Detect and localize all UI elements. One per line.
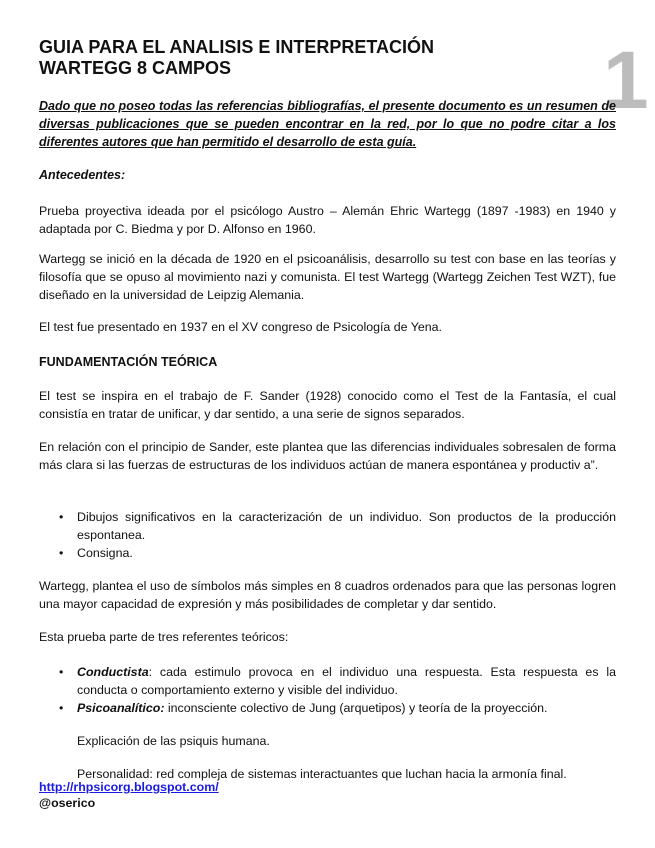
fundamentacion-paragraph-4: Esta prueba parte de tres referentes teóricos: [39, 630, 289, 644]
term-separator: : [160, 701, 165, 715]
fundamentacion-paragraph-3: Wartegg, plantea el uso de símbolos más simples en 8 cuadros ordenados para que las personas logren una mayor capacidad de expresión y más posibilidades de completar y dar sentido. [39, 579, 616, 611]
blog-link[interactable]: http://rhpsicorg.blogspot.com/ [39, 780, 219, 794]
bullet-icon: • [59, 510, 64, 524]
bullet-icon: • [59, 665, 64, 679]
list-item [39, 508, 616, 544]
indented-paragraph-1: Explicación de las psiquis humana. [77, 734, 270, 748]
indented-paragraph-2: Personalidad: red compleja de sistemas interactuantes que luchan hacia la armonía final. [77, 767, 567, 781]
term-separator: : [148, 665, 153, 679]
antecedentes-paragraph-2: Wartegg se inició en la década de 1920 en el psicoanálisis, desarrollo su test con base en las teorías y filosofía que se opuso al movimiento nazi y comunista. El test Wartegg (Wartegg Zeichen Test WZT), fue diseñado en la universidad de Leipzig Alemania. [39, 252, 616, 302]
bullet-icon: • [59, 546, 64, 560]
page-number: 1 [603, 35, 649, 126]
list-item-text: cada estimulo provoca en el individuo una respuesta. Esta respuesta es la conducta o comportamiento externo y visible del individuo. [77, 665, 616, 697]
fundamentacion-heading: FUNDAMENTACIÓN TEÓRICA [39, 355, 218, 369]
list-item-text: Consigna. [77, 546, 133, 560]
term-label: Psicoanalítico [77, 701, 161, 715]
term-label: Conductista [77, 665, 149, 679]
title-line-1: GUIA PARA EL ANALISIS E INTERPRETACIÓN [39, 37, 435, 57]
disclaimer: Dado que no poseo todas las referencias bibliografías, el presente documento es un resumen de diversas publicaciones que se pueden encontrar en la red, por lo que no podre citar a los diferentes autores que han permitido el desarrollo de esta guía. [39, 99, 616, 149]
fundamentacion-paragraph-2: En relación con el principio de Sander, este plantea que las diferencias individuales sobresalen de forma más clara si las fuerzas de estructuras de los individuos actúan de manera espontánea y productiv a”. [39, 440, 616, 472]
list-item [39, 544, 616, 562]
antecedentes-paragraph-3: El test fue presentado en 1937 en el XV congreso de Psicología de Yena. [39, 320, 442, 334]
list-item-text: Dibujos significativos en la caracterización de un individuo. Son productos de la producción espontanea. [77, 510, 616, 542]
author-handle: @oserico [39, 796, 96, 810]
bullet-list-2 [39, 663, 616, 717]
list-item [39, 699, 616, 717]
document-title [39, 37, 599, 79]
antecedentes-paragraph-1: Prueba proyectiva ideada por el psicólogo Austro – Alemán Ehric Wartegg (1897 -1983) en 1940 y adaptada por C. Biedma y por D. Alfonso en 1960. [39, 204, 616, 236]
bullet-list-1 [39, 508, 616, 562]
list-item [39, 663, 616, 699]
title-line-2: WARTEGG 8 CAMPOS [39, 58, 232, 78]
list-item-text: inconsciente colectivo de Jung (arquetipos) y teoría de la proyección. [164, 701, 548, 715]
antecedentes-heading: Antecedentes: [39, 168, 126, 182]
bullet-icon: • [59, 701, 64, 715]
fundamentacion-paragraph-1: El test se inspira en el trabajo de F. Sander (1928) conocido como el Test de la Fantasía, el cual consistía en tratar de unificar, y dar sentido, a una serie de signos separados. [39, 389, 616, 421]
